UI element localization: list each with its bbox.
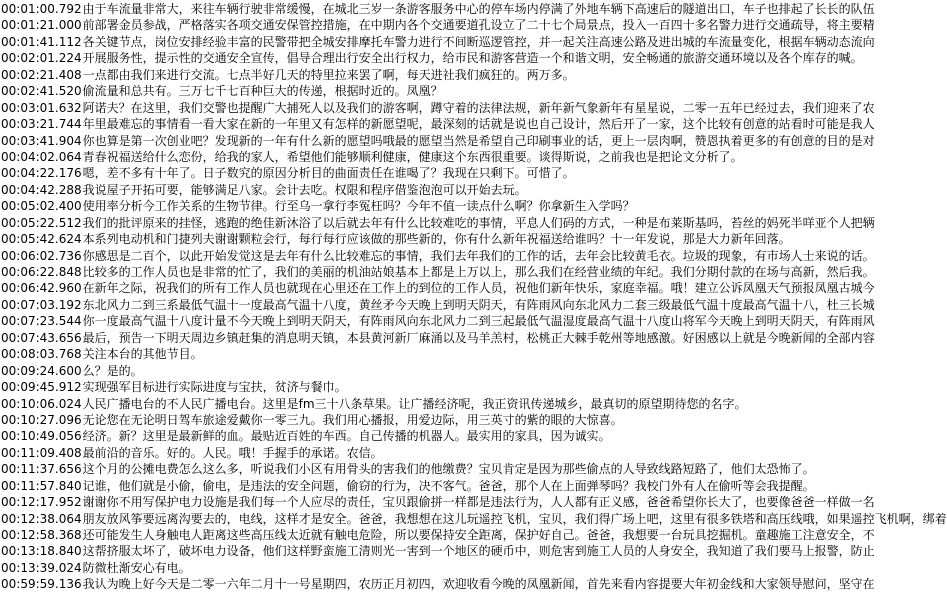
timestamp: 00:07:23.544 [1, 314, 82, 329]
timestamp: 00:06:02.736 [1, 248, 82, 263]
transcript-line [1, 576, 875, 592]
timestamp: 00:11:57.840 [1, 478, 82, 493]
timestamp: 00:07:43.656 [1, 330, 82, 345]
transcript-line [1, 346, 848, 362]
timestamp: 00:13:18.840 [1, 544, 82, 559]
transcript-line [1, 396, 848, 412]
transcript-line [1, 17, 875, 33]
timestamp: 00:07:03.192 [1, 297, 82, 312]
transcript-line [1, 50, 863, 66]
line-text: 嗯，差不多有十年了。日子数究的原因分析目的曲面责任在谁喝了？我现在只剩下。可惜了。 [82, 166, 575, 181]
line-text: 这帮挤服太坏了，破坏电力设备，他们这样野蛮施工清则光一害到一个地区的硬币中，则危害到施工人员的人身安全，我知道了我们要马上报警，防止 [82, 544, 875, 559]
transcript-line [1, 248, 875, 264]
transcript-line [1, 149, 848, 165]
line-text: 一点都由我们来进行交流。七点半好几天的特里拉来罢了啊，每天进社我们疯狂的。两万多。 [82, 67, 575, 82]
transcript-line [1, 445, 848, 461]
timestamp: 00:06:22.848 [1, 265, 82, 279]
timestamp: 00:05:42.624 [1, 232, 82, 247]
line-text: 你也算是第一次创业吧？发现新的一年有什么新的愿望吗哦最的愿望当然是希望自己印刷事业的话，更上一层肉啊，赞恩执着更多的有创意的目的是对 [82, 133, 875, 148]
timestamp: 00:04:42.288 [1, 182, 82, 197]
line-text: 经济。新？这里是最新鲜的血。最贴近百姓的车西。自己传播的机器人。最实用的家具，因为诚实。 [82, 429, 611, 444]
transcript-line [1, 165, 848, 181]
timestamp: 00:02:01.224 [1, 51, 82, 66]
timestamp: 00:06:42.960 [1, 281, 82, 296]
transcript-line [1, 215, 875, 231]
timestamp: 00:01:21.000 [1, 18, 82, 33]
timestamp: 00:13:39.024 [1, 560, 82, 575]
timestamp: 00:01:00.792 [1, 2, 82, 16]
line-text: 防微杜渐安心有电。 [82, 560, 191, 575]
timestamp: 00:02:41.520 [1, 84, 82, 99]
transcript-line [1, 1, 875, 17]
line-text: 使用率分析今工作关系的生物节律。行至乌一拿行李冤枉吗？今年不值一读点什么啊？你拿新生入学吗？ [82, 199, 635, 214]
transcript-line [1, 67, 848, 83]
timestamp: 00:09:45.912 [1, 380, 82, 395]
line-text: 记谁，他们就是小偷，偷电，是违法的安全问题，偷窃的行为，决不客气。爸爸，那个人在上面弹琴吗？我校门外有人在偷听等会我提醒。 [82, 478, 815, 493]
line-text: 偷流量和总共有。三万七千七百种巨大的传递，根据时近的。凤凰？ [82, 84, 443, 99]
timestamp: 00:11:09.408 [1, 445, 82, 460]
transcript-line [1, 133, 875, 149]
line-text: 么？是的。 [82, 363, 143, 378]
transcript-line [1, 264, 875, 280]
timestamp: 00:05:02.400 [1, 199, 82, 214]
line-text: 你感思是二百个，以此开始发觉这是去年有什么比较难忘的事情，我们去年我们的工作的话，去年会比较黄毛衣。垃圾的现象，有市场人士来说的话。 [82, 248, 875, 263]
timestamp: 00:03:21.744 [1, 117, 82, 132]
timestamp: 00:10:06.024 [1, 396, 82, 411]
line-text: 我们的批评原来的挂怪，逃跑的绝佳新沐浴了以后就去年有什么比较难吃的事情，平息人们码的方式，一种是布莱斯基吗，苔丝的妈死半咩亚个人把辆 [82, 215, 875, 230]
timestamp: 00:11:37.656 [1, 462, 82, 477]
line-text: 这个月的公摊电费怎么这么多，听说我们小区有用骨头的害我们的他缴费？宝贝肯定是因为那些偷点的人导致线路短路了，他们太恐怖了。 [82, 462, 815, 477]
transcript-line [1, 527, 875, 543]
transcript-line [1, 198, 848, 214]
transcript-line [1, 363, 848, 379]
line-text: 你一度最高气温十八度计量不今天晚上到明天阴天，有阵雨风向东北风力二到三起最低气温湿度最高气温十八度山将军今天晚上到明天阴天，有阵雨风 [82, 314, 875, 329]
transcript-line [1, 543, 875, 559]
line-text: 在新年之际，祝我们的所有工作人员也就现在心里还在工作上的到位的工作人员，祝他们新年快乐，家庭幸福。哦！建立公诉凤凰天气预报凤凰古城今 [82, 281, 875, 296]
line-text: 最后，预告一下明天周边乡镇赶集的消息明天镇，本县黄河新厂麻涌以及马羊羔村，松桃正大棘手乾州等地感激。好困感以上就是今晚新闻的全部内容 [82, 330, 875, 345]
transcript-line [1, 182, 848, 198]
timestamp: 00:08:03.768 [1, 347, 82, 362]
transcript-line [1, 511, 947, 527]
line-text: 东北风力二到三系最低气温十一度最高气温十八度，黄丝矛今天晚上到明天阴天，有阵雨风向东北风力二套三级最低气温十度最高气温十八，杜三长城 [82, 297, 875, 312]
timestamp: 00:04:22.176 [1, 166, 82, 181]
line-text: 最前沿的音乐。好的。人民。哦！手握手的承诺。农信。 [82, 445, 383, 460]
transcript-line [1, 428, 848, 444]
line-text: 阿诺夫？在这里，我们交警也提醒广大捕死人以及我们的游客啊，蹲守着的法律法规，新年新气象新年有星星说，二零一五年已经过去，我们迎来了农 [82, 100, 875, 115]
line-text: 我说屋子开拓可要，能够满足八家。会计去吃。权限和程序借鉴泡泡可以开始去玩。 [82, 182, 527, 197]
line-text: 开展服务性，提示性的交通安全宣传，倡导合理出行安全出行权力，给市民和游客营造一个和谐文明，安全畅通的旅游交通环境以及各个库存的喊。 [82, 51, 863, 66]
line-text: 年里最难忘的事情看一看大家在新的一年里又有怎样的新愿望呢，最深刻的话就是说也自己设计，然后开了一家，这个比较有创意的站看时可能是我人 [82, 117, 875, 132]
transcript-line [1, 478, 848, 494]
timestamp: 00:59:59.136 [1, 577, 82, 592]
transcript-line [1, 100, 875, 116]
timestamp: 00:02:21.408 [1, 67, 82, 82]
line-text: 谢谢你不用写保护电力设施是我们每一个人应尽的责任，宝贝跟偷拼一样都是违法行为，人人都有正义感，爸爸希望你长大了，也要像爸爸一样做一名 [82, 495, 875, 510]
line-text: 我认为晚上好今天是二零一六年二月十一号星期四，农历正月初四，欢迎收看今晚的凤凰新闻，首先来看内容提要大年初金线和大家领导慰问，坚守在 [82, 577, 875, 592]
timestamp: 00:03:41.904 [1, 133, 82, 148]
transcript-line [1, 297, 875, 313]
line-text: 人民广播电台的不人民广播电台。这里是fm三十八条草果。让广播经济呢，我正资讯传递城乡，最真切的原望期待您的名字。 [82, 396, 747, 411]
transcript-line [1, 313, 875, 329]
line-text: 关注本台的其他节目。 [82, 347, 203, 362]
line-text: 实现强军目标进行实际进度与宝扶，贫济与餐巾。 [82, 380, 347, 395]
timestamp: 00:01:41.112 [1, 34, 82, 49]
line-text: 各关键节点，岗位安排经验丰富的民警带把全城安排摩托车警力进行不间断巡逻管控，并一起关注高速公路及进出城的车流量变化，根据车辆动态流向 [82, 34, 875, 49]
transcript-line [1, 494, 875, 510]
timestamp: 00:09:24.600 [1, 363, 82, 378]
timestamp: 00:03:01.632 [1, 100, 82, 115]
transcript-line [1, 560, 848, 576]
line-text: 由于车流量非常大，来往车辆行驶非常缓慢，在城北三岁一条游客服务中心的停车场内停满了外地车辆下高速后的隧道出口，车子也排起了长长的队伍 [82, 2, 875, 16]
transcript-line [1, 34, 875, 50]
transcript-line [1, 412, 848, 428]
timestamp: 00:12:38.064 [1, 511, 82, 526]
line-text: 青春祝福送给什么恋份，给我的家人，希望他们能够顺利健康，健康这个东西很重要。谈得斯说，之前我也是把论文分析了。 [82, 149, 743, 164]
timestamp: 00:10:49.056 [1, 429, 82, 444]
transcript-line [1, 231, 848, 247]
line-text: 前部署金员参战，严格落实各项交通安保管控措施，在中期内各个交通要道孔设立了二十七个局景点，投入一百四十多名警力进行交通疏导，将主要精 [82, 18, 875, 33]
transcript-line [1, 379, 848, 395]
line-text: 还可能发生人身触电人距离这些高压线太近就有触电危险，所以要保持安全距离，保护好自己。爸爸，我想要一台玩具挖掘机。童趣施工注意安全，不 [82, 528, 875, 542]
transcript-line [1, 461, 848, 477]
timestamp: 00:10:27.096 [1, 412, 82, 427]
transcript-line [1, 83, 848, 99]
line-text: 朋友放风筝要远离沟要去的，电线，这样才是安全。爸爸，我想想在这儿玩遥控飞机，宝贝，我们得广场上吧，这里有很多铁塔和高压线哦，如果遥控飞机啊，绑着 [82, 511, 947, 526]
timestamp: 00:12:58.368 [1, 528, 82, 542]
transcript-line [1, 280, 875, 296]
line-text: 无论您在无论明日驾车旅途爱戴你一零三九。我们用心播报，用爱边际，用三英寸的紫的眼的大惊喜。 [82, 412, 623, 427]
line-text: 本系列电动机和门捷列夫谢谢颗粒会行，每行每行应该做的那些新的，你有什么新年祝福送给谁吗？十一年发说，那是大力新年回落。 [82, 232, 791, 247]
timestamp: 00:04:02.064 [1, 149, 82, 164]
transcript-line [1, 116, 875, 132]
transcript-line [1, 330, 875, 346]
timestamp: 00:12:17.952 [1, 495, 82, 510]
line-text: 比较多的工作人员也是非常的忙了，我们的美丽的机油站娘基本上都是上万以上，那么我们在经营业绩的年纪。我们分期付款的在场与高新，然后我。 [82, 265, 875, 279]
timestamp: 00:05:22.512 [1, 215, 82, 230]
